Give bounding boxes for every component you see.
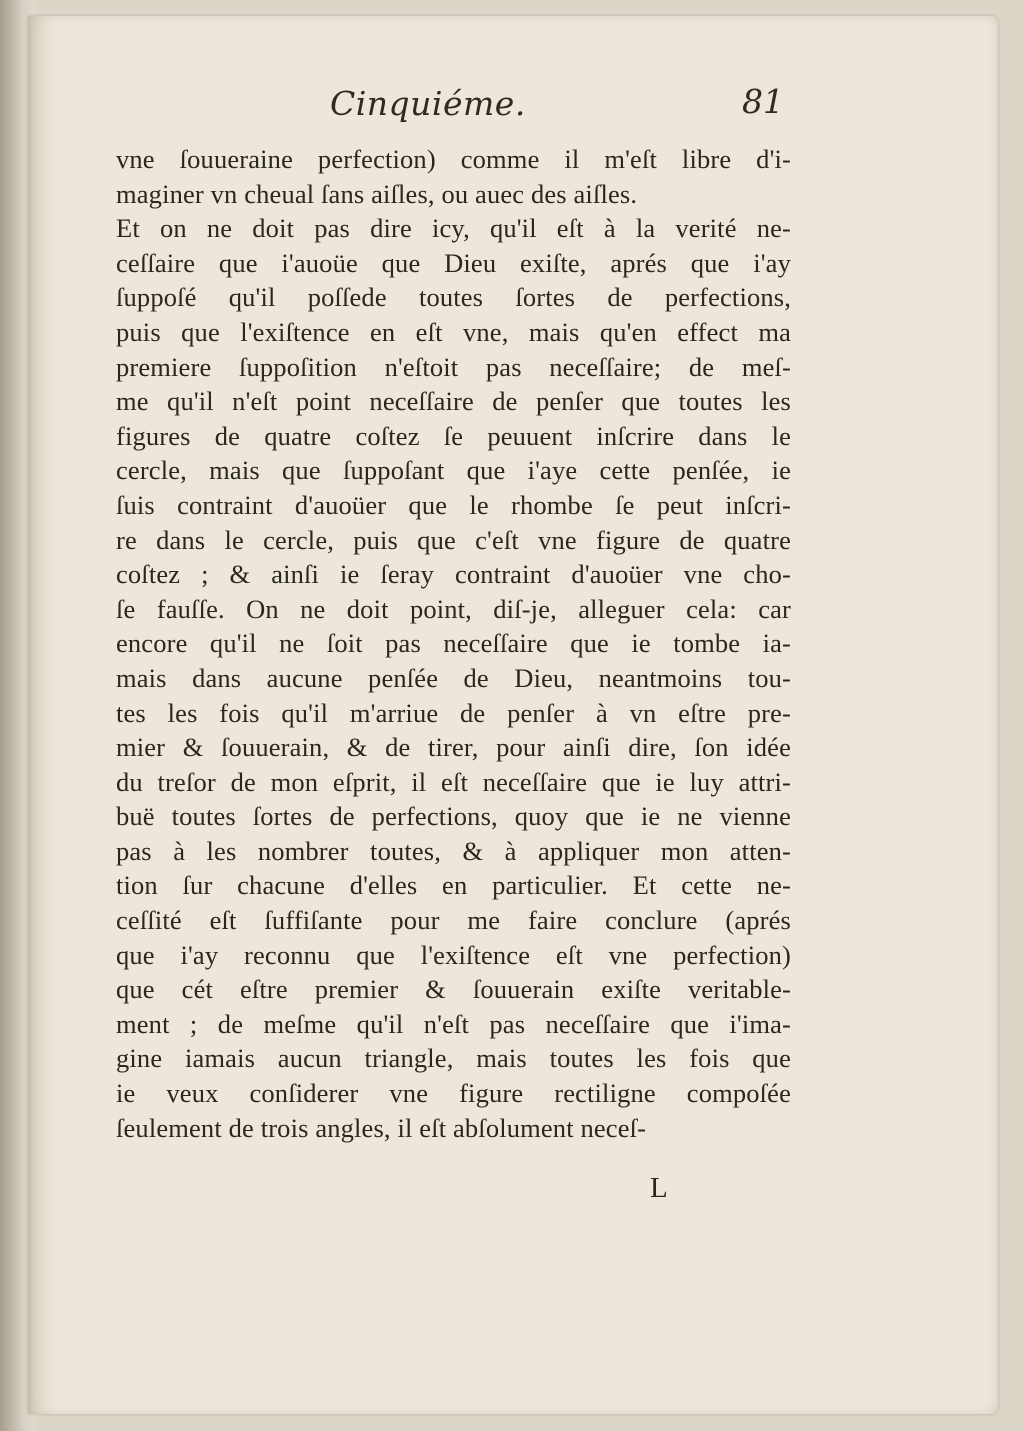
text-line: encore qu'il ne ſoit pas neceſſaire que ie tombe ia- xyxy=(116,628,791,659)
text-line: ſuppoſé qu'il poſſede toutes ſortes de perfections, xyxy=(116,282,791,313)
text-line: mais dans aucune penſée de Dieu, neantmoins tou- xyxy=(116,662,791,693)
text-line: du treſor de mon eſprit, il eſt neceſſaire que ie luy attri- xyxy=(116,766,791,797)
text-line: tion ſur chacune d'elles en particulier. Et cette ne- xyxy=(116,870,791,901)
text-line: Et on ne doit pas dire icy, qu'il eſt à la verité ne- xyxy=(116,213,791,244)
text-line: re dans le cercle, puis que c'eſt vne figure de quatre xyxy=(116,524,791,555)
text-line: tes les fois qu'il m'arriue de penſer à vn eſtre pre- xyxy=(116,697,791,728)
text-line: pas à les nombrer toutes, & à appliquer mon atten- xyxy=(116,835,791,866)
text-line: buë toutes ſortes de perfections, quoy que ie ne vienne xyxy=(116,801,791,832)
text-line: ie veux conſiderer vne figure rectiligne compoſée xyxy=(116,1078,791,1109)
text-line: ſeulement de trois angles, il eſt abſolument neceſ- xyxy=(116,1112,647,1143)
text-line: coſtez ; & ainſi ie ſeray contraint d'auoüer vne cho- xyxy=(116,559,791,590)
text-line: ceſſaire que i'auoüe que Dieu exiſte, aprés que i'ay xyxy=(116,247,791,278)
text-line: ceſſité eſt ſuffiſante pour me faire conclure (aprés xyxy=(116,905,791,936)
text-line: que i'ay reconnu que l'exiſtence eſt vne perfection) xyxy=(116,939,791,970)
text-line: que cét eſtre premier & ſouuerain exiſte veritable- xyxy=(116,974,791,1005)
page-number: 81 xyxy=(742,82,784,121)
text-line: figures de quatre coſtez ſe peuuent inſcrire dans le xyxy=(116,420,791,451)
text-line: ment ; de meſme qu'il n'eſt pas neceſſaire que i'ima- xyxy=(116,1008,791,1039)
text-line: premiere ſuppoſition n'eſtoit pas neceſſaire; de meſ- xyxy=(116,351,791,382)
text-line: mier & ſouuerain, & de tirer, pour ainſi dire, ſon idée xyxy=(116,732,791,763)
text-line: puis que l'exiſtence en eſt vne, mais qu'en effect ma xyxy=(116,316,791,347)
text-line: me qu'il n'eſt point neceſſaire de penſer que toutes les xyxy=(116,386,791,417)
text-line: ſuis contraint d'auoüer que le rhombe ſe peut inſcri- xyxy=(116,489,791,520)
binding-gutter xyxy=(0,0,34,1431)
running-title: Cinquiéme. xyxy=(330,84,526,123)
text-line: vne ſouueraine perfection) comme il m'eſt libre d'i- xyxy=(116,144,791,174)
signature-mark: L xyxy=(650,1172,668,1204)
text-line: cercle, mais que ſuppoſant que i'aye cette penſée, ie xyxy=(116,455,791,486)
body-text xyxy=(116,142,791,1145)
text-line: maginer vn cheual ſans aiſles, ou auec des aiſles. xyxy=(116,178,638,209)
text-line: ſe fauſſe. On ne doit point, diſ-je, alleguer cela: car xyxy=(116,593,791,624)
text-line: gine iamais aucun triangle, mais toutes les fois que xyxy=(116,1043,791,1074)
